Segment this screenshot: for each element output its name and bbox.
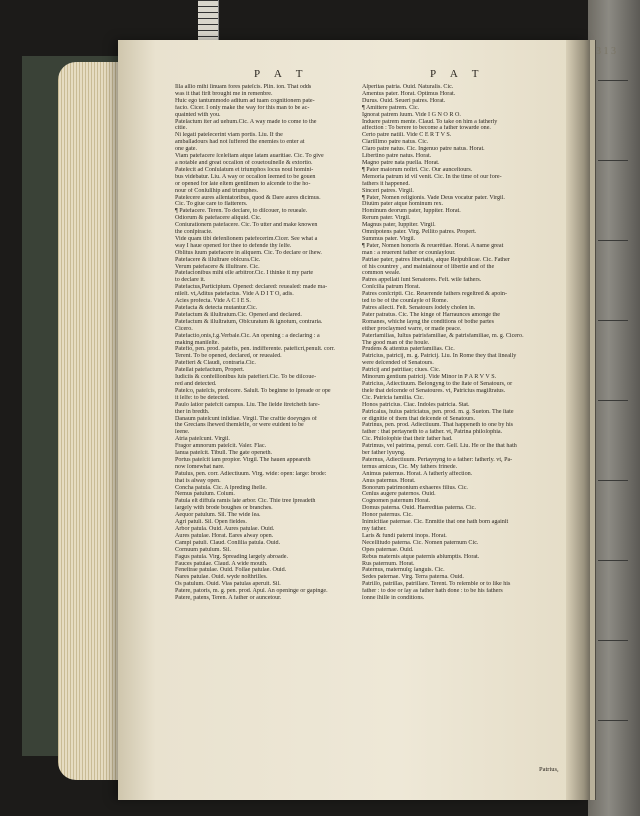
catchword: Patrius, <box>539 766 559 773</box>
text-line: Nares patulae. Ouid. wyde noſthrilles. <box>175 574 268 581</box>
text-line: fathers it happened. <box>362 180 410 187</box>
text-line: Clariſſimo patre natus. Cic. <box>362 139 429 146</box>
text-line: common weale. <box>362 270 401 277</box>
text-line: of his countrey , and maintainour of libertie and of the <box>362 263 495 270</box>
text-line: Amentus pater. Horat. Optimus Horat. <box>362 90 456 97</box>
text-line: Claro patre natus. Cic. Ingenuo patre natus. Horat. <box>362 146 485 153</box>
text-line: Conſcilia patrum Horat. <box>362 284 421 291</box>
text-line: Patefactus,Participium. Opened: declared: reuealed: made ma- <box>175 284 328 291</box>
text-line: Patefactum & illuſtratum, Obſcuratum & ignotum, contraria. <box>175 318 323 325</box>
running-header-right: P A T <box>430 68 485 80</box>
text-line: Patricius, Adiectiuum. Belongyng to the ſtate of Senatours, or <box>362 380 513 387</box>
text-line: ¶ Patefacere. Teren. To declare, to diſcouer, to reueale. <box>175 208 308 215</box>
text-line: Ni legati pateſecerint viam portis. Liu. If the <box>175 132 283 139</box>
text-line: Omnipotens pater. Virg. Pellito patres. Propert. <box>362 229 477 236</box>
text-line: was it that firſt brought me in remenbre. <box>175 90 273 97</box>
text-line: ternus amicus, Cic. My fathers frinede. <box>362 463 458 470</box>
text-line: Summus pater. Virgil. <box>362 235 416 242</box>
text-line: Verum patefacere & illuſtrare. Cic. <box>175 263 260 270</box>
text-line: niſeſt. vt,Aditus patefactus. Vide A D I T O, adis. <box>175 291 294 298</box>
text-line: bus videbatur. Liu. A way or occaſion ſeemed to be gouen <box>175 173 316 180</box>
text-line: or dignitie of them that deſcende of Senatours. <box>362 415 476 422</box>
text-line: ¶ Pater, Nomen religionis. Vade Deus vocatur pater. Virgil. <box>362 194 505 201</box>
text-line: Fauces patulae. Claud. A wide mouth. <box>175 560 268 567</box>
text-line: Patrimus, vel patrima, penul. corr. Geſſ. Liu. He or ſhe that hath <box>362 443 517 450</box>
text-line: Sinceri patres. Virgil. <box>362 187 414 194</box>
text-line: Vide quam tibi defenſionem patefecerim.Cicer. See what a <box>175 235 318 242</box>
text-line: Pateſſat patefactum, Propert. <box>175 367 245 374</box>
text-line: Patefactio,onis,f.g.Verbale.Cic. An opening : a declaring : a <box>175 332 320 339</box>
text-line: father : to doe or ſay as father hath done : to be his fathers <box>362 588 503 595</box>
text-line: Magnus pater, Iuppiter. Virgil. <box>362 222 436 229</box>
text-line: nour of Conſulſhip and triumphes. <box>175 187 259 194</box>
text-line: Patefio, pen. prod. patefis, pen. indifferente. pateficri,penult. corr. <box>175 346 335 353</box>
text-line: Bonorum patrimonium exhaeres filius. Cic. <box>362 484 468 491</box>
text-line: Patrinus, pen. prod. Adiectiuum. That happeneth to one by his <box>362 422 514 429</box>
text-line: Rus paternum. Horat. <box>362 560 415 567</box>
text-line: Patefacionibus mihi eſſe arbitror.Cic. I thinke it my parte <box>175 270 314 277</box>
text-line: it ſelfe: to be detected. <box>175 394 230 401</box>
text-line: citie. <box>175 125 188 132</box>
text-line: Aequor patulum. Sil. The wide ſea. <box>175 512 261 519</box>
text-line: Cic. To giue care to flatterers. <box>175 201 248 208</box>
text-line: Iudiciis & confeſſionibus ſuis patefieri.Cic. To be diſcoue- <box>175 374 317 381</box>
text-line: largely with brode boughes or branches. <box>175 505 273 512</box>
text-line: Atria pateſcunt. Virgil. <box>175 436 230 443</box>
text-line: Pater patratus. Cic. The kinge of Harraunces amonge the <box>362 311 500 318</box>
text-line: Rerum pater. Virgil. <box>362 215 411 222</box>
text-line: ¶ Amittere patrem. Cic. <box>362 104 420 111</box>
text-line: Ignorat patrem ſuum. Vide I G N O R O. <box>362 111 461 118</box>
text-line: Cicero. <box>175 325 193 332</box>
text-line: Animus paternus. Horat. A fatherly affection. <box>362 470 473 477</box>
text-line: Cognomen paternum Horat. <box>362 498 431 505</box>
text-line: Prudens & attentus paterfamilias. Cic. <box>362 346 455 353</box>
text-line: the conſpiracie. <box>175 229 213 236</box>
text-line: Magno patre nata puella. Horat. <box>362 159 440 166</box>
text-line: Paulo latior patefcit campus. Liu. The ſielde ſtretcheth fare- <box>175 401 320 408</box>
text-line: ¶ Pater maiorum noſtri. Cic. Our aunceſtours. <box>362 166 473 173</box>
text-line: Patulus, pen. corr. Adiectiuum. Virg. wide: open: large: brode: <box>175 470 327 477</box>
text-line: red and detected. <box>175 380 217 387</box>
text-line: Agri patuli. Sil. Open fieldes. <box>175 519 247 526</box>
text-line: Patefactum & illuſtratum.Cic. Opened and declared. <box>175 311 302 318</box>
text-line: the Grecians ſhewed themſelfe, or were euident to be <box>175 422 304 429</box>
text-line: Hominum deorum pater, Iuppiter. Horat. <box>362 208 461 215</box>
text-line: Patres allecti. Feſt. Senatours ſodely choſen in. <box>362 305 476 311</box>
right-column <box>362 84 567 602</box>
text-line: Inimicitiae paternae. Cic. Enmitie that one hath born againſt <box>362 519 509 526</box>
text-line: Patefacta & detecta mutantur.Cic. <box>175 305 258 311</box>
text-line: Illa aſſio mihi ſinuam fores pateſcis. Plin. ion. That odds <box>175 84 312 90</box>
text-line: ſeene. <box>175 429 190 436</box>
text-line: Feneſtrae patulae. Ouid. Foſſae patulae. Ouid. <box>175 567 287 574</box>
text-line: Diuûm pater atque hominum rex. <box>362 201 444 208</box>
text-line: Fagus patula. Virg. Spreading largely abroade. <box>175 553 289 560</box>
text-line: Pateſecit ad Conſulatum et triumphos locus noui homini- <box>175 166 314 173</box>
text-line: Memoria patrum id viſ venit. Cic. In the time of our fore- <box>362 173 502 180</box>
text-line: quainted with you. <box>175 111 221 118</box>
text-line: Ianua pateſcit. Tibull. The gate openeth. <box>175 450 273 457</box>
text-line: Rebus maternis atque paternis abſumptis. Horat. <box>362 553 480 560</box>
text-line: making maniſeſte. <box>175 339 219 346</box>
text-line: Romanes, whiche ſayng the conditions of bothe partes <box>362 318 495 325</box>
text-line: Concha patula. Cic. A ſpreding ſhelle. <box>175 484 267 491</box>
text-line: Pateſecere aures aſſentatoribus, quod & Dare aures dicimus. <box>175 194 321 201</box>
text-line: Cenſus augere paternos. Ouid. <box>362 491 436 498</box>
text-line: Patere, patens, Teren. A father or auncetour. <box>175 595 282 602</box>
text-line: Huic ego tantummodo aditum ad tuam cognitionem pate- <box>175 97 315 104</box>
text-line: Paternus, maternuſq; ſanguis. Cic. <box>362 567 445 574</box>
text-line: ¶ Pater, Nomen honoris & reuerêtiae. Horat. A name great <box>362 242 504 249</box>
text-line: ber father lyuyng. <box>362 450 406 457</box>
text-line: Patriae pater, patres libertatis, atque Reipublicae. Cic. Father <box>362 256 510 263</box>
text-line: Acies profecta. Vide A C I E S. <box>175 298 251 305</box>
text-line: Patriſſo, patriſſas, patriſſare. Terent. To reſemble or to like his <box>362 581 511 588</box>
text-line: Fragor amnorum pateſcit. Valer. Flac. <box>175 443 267 450</box>
text-line: one gate. <box>175 146 197 153</box>
text-line: Patefieri & Claudi, contraria.Cic. <box>175 360 256 367</box>
text-line: Campi patuli. Claud. Conſilia patula. Ouid. <box>175 539 281 546</box>
text-line: facio. Cicer. I only make the way for this man to be ac- <box>175 104 310 111</box>
text-line: Paternus, Adiectiuum. Pertaynyng to a father: fatherly. vt, Pa- <box>362 456 513 463</box>
text-line: Honor paternus. Cic. <box>362 512 413 519</box>
text-line: Patula eſt diffuſa ramis late arbor. Cic. Thie tree ſpreadeth <box>175 498 316 505</box>
left-column <box>175 84 359 602</box>
text-line: Minorum gentium patricij. Vide Minor in P A R V V S. <box>362 374 497 381</box>
text-line: Coniurationem patefacere. Cic. To utter and make knowen <box>175 222 318 229</box>
text-line: Neceſſitudo paterna. Cic. Nomen paternum Cic. <box>362 539 479 546</box>
text-line: Danaum pateſcunt inſidiae. Virgil. The craftie doeynges of <box>175 415 317 422</box>
text-line: Laris & fundi paterni inops. Horat. <box>362 532 447 539</box>
text-line: Pateſco, pateſcis, profecere. Saluſt. To beginne to ſpreade or ope <box>175 387 331 394</box>
text-line: Portus pateſcit iam propior. Virgil. The hauen appeareth <box>175 456 311 463</box>
text-line: a notable and great occaſion of couetouſneſſe & extortio. <box>175 159 313 166</box>
facing-page-edge <box>590 40 616 800</box>
text-line: Cornuum patulum. Sil. <box>175 546 231 553</box>
text-line: Certo patre natiſi. Vide C E R T V S. <box>362 132 452 139</box>
text-line: affection : To berere to become a father towarde one. <box>362 125 491 132</box>
text-line: Paterfamilias, Iuſtus patrisfamiliae, & patrisfamiliae, m. g. Cicero. <box>362 332 524 339</box>
text-line: ambaſſadours had not ſuffered the enemies to enter at <box>175 139 305 146</box>
text-line: Patres appellati ſunt Senatores. Feſt. wiſe fathers. <box>362 277 482 284</box>
text-line: Pateſactum iter ad uehum.Cic. A way made to come to the <box>175 118 317 125</box>
text-line: Viam patefacere ſceleſtam atque latam auaritiae. Cic. To give <box>175 153 324 160</box>
text-line: Sedes paternae. Virg. Terra paterna. Ouid. <box>362 574 464 581</box>
text-line: Durus. Ouid. Seueri patres. Horat. <box>362 97 446 104</box>
text-line: Aures patulae. Horat. Eares alway open. <box>175 532 274 539</box>
text-line: father : that pertayneth to a father. vt, Patrina philoſophia. <box>362 429 503 436</box>
text-line: to declare it. <box>175 277 206 284</box>
text-line: or opened for late eſtem gentilmen to aſcende to the ho- <box>175 180 311 187</box>
text-line: Anus paternus. Horat. <box>362 477 416 484</box>
text-line: Honos patricius. Ciac. Indoles patricia. Stat. <box>362 401 470 408</box>
text-line: now ſomewhat nare. <box>175 463 225 470</box>
text-line: Patricalus, huius patriciatus, pen. prod. m. g. Sueton. The ſtate <box>362 408 514 415</box>
text-line: Terent. To be opened, declared, or reuealed. <box>175 353 282 360</box>
text-line: Patefacere & illuſtrare obſcura.Cic. <box>175 256 261 263</box>
text-line: Induere patrem mente. Claud. To take on him a fatherly <box>362 118 498 125</box>
text-line: Domus paterna. Ouid. Haereditas paterna. Cic. <box>362 505 476 512</box>
text-line: were deſcended of Senatours. <box>362 360 434 367</box>
text-line: Aſperitas patria. Ouid. Naturalis. Cic. <box>362 84 454 90</box>
text-line: my father. <box>362 526 387 532</box>
text-line: ted to be of the counſayle of Rome. <box>362 298 448 305</box>
running-header-left: P A T <box>254 68 309 80</box>
text-line: Arbor patula. Ouid. Aures patulae. Ouid. <box>175 526 275 532</box>
text-line: Cic. Patricia familia. Cic. <box>362 394 424 401</box>
text-line: Opes paternae. Ouid. <box>362 546 414 553</box>
text-line: either proclaymed warre, or made peace. <box>362 325 462 332</box>
text-line: way I haue opened for thee to defende thy ſelfe. <box>175 242 292 249</box>
text-line: Patricius, patricij, m. g. Patricij. Liu. In Rome they that lineally <box>362 353 517 360</box>
text-line: Libertino patre natus. Horat. <box>362 153 432 160</box>
text-line: Patere, patoris, m. g. pen. prod. Apul. An openinge or gapinge. <box>175 588 328 595</box>
text-line: that is alway open. <box>175 477 221 484</box>
text-line: theſe that deſcende of Senatoures. vt, Patricius magiſtratus. <box>362 387 506 394</box>
text-line: Os patulum. Ouid. Vias patulas aperuit. Sil. <box>175 581 281 588</box>
text-line: man : a reuerent father or counſaylour. <box>362 249 456 256</box>
text-line: The good man of the houſe. <box>362 339 430 346</box>
text-line: Nemus patulum. Colum. <box>175 491 235 498</box>
text-line: Patres conſcripti. Cic. Reuerende fathers regeſtred & apoin- <box>362 291 508 298</box>
facing-page-number: 3 1 3 <box>596 46 616 57</box>
text-line: Odiorum & patefacere aliquid. Cic. <box>175 215 262 222</box>
text-line: Oblitus ſuum patefacere in aliquem. Cic. To declare or ſhew. <box>175 249 322 256</box>
text-line: Cic. Philoſophie that their father had. <box>362 436 453 443</box>
text-line: ſonne ſhille in conditions. <box>362 595 425 602</box>
text-line: ther in bredth. <box>175 408 210 415</box>
text-line: Patricij and patritiae; ciues. Cic. <box>362 367 441 374</box>
